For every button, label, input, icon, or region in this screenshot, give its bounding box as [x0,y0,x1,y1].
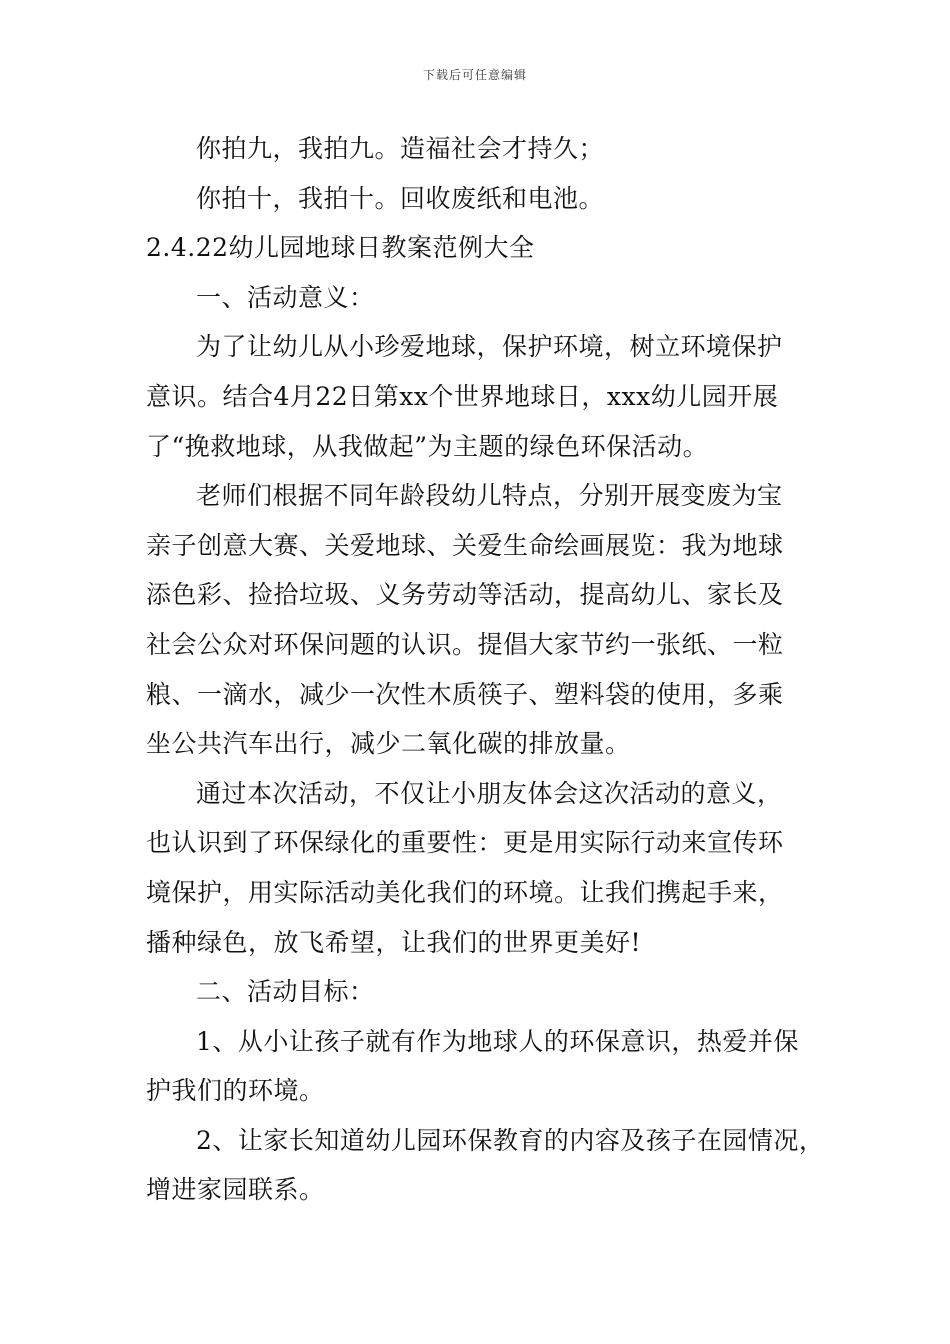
paragraph-line: 老师们根据不同年龄段幼儿特点，分别开展变废为宝 [196,481,783,511]
paragraph-line: 意识。结合4月22日第xx个世界地球日，xxx幼儿园开展 [146,381,779,411]
paragraph-line: 社会公众对环保问题的认识。提倡大家节约一张纸、一粒 [146,629,784,659]
document-body [146,124,825,1215]
paragraph-line: 了“挽救地球，从我做起”为主题的绿色环保活动。 [146,431,709,461]
list-item: 2、让家长知道幼儿园环保教育的内容及孩子在园情况， [196,1125,825,1155]
list-item: 1、从小让孩子就有作为地球人的环保意识，热爱并保 [196,1026,799,1056]
paragraph-line: 通过本次活动，不仅让小朋友体会这次活动的意义， [196,778,783,808]
section-title: 2.4.22幼儿园地球日教案范例大全 [146,233,535,263]
paragraph-line: 你拍十，我拍十。回收废纸和电池。 [196,183,605,213]
paragraph-line: 你拍九，我拍九。造福社会才持久； [196,134,605,163]
list-item-continuation: 护我们的环境。 [146,1076,325,1106]
paragraph-line: 粮、一滴水，减少一次性木质筷子、塑料袋的使用，多乘 [146,679,784,709]
page-header: 下载后可任意编辑 [422,68,527,82]
section-heading: 一、活动意义： [196,282,375,312]
paragraph-line: 为了让幼儿从小珍爱地球，保护环境，树立环境保护 [196,332,783,362]
paragraph-line: 也认识到了环保绿化的重要性：更是用实际行动来宣传环 [146,828,784,858]
paragraph-line: 坐公共汽车出行，减少二氧化碳的排放量。 [146,729,631,759]
paragraph-line: 添色彩、捡拾垃圾、义务劳动等活动，提高幼儿、家长及 [146,580,784,610]
paragraph-line: 播种绿色，放飞希望，让我们的世界更美好! [146,927,642,957]
paragraph-line: 亲子创意大赛、关爱地球、关爱生命绘画展览：我为地球 [146,530,784,560]
section-heading: 二、活动目标： [196,977,375,1007]
list-item-continuation: 增进家园联系。 [146,1175,325,1205]
paragraph-line: 境保护，用实际活动美化我们的环境。让我们携起手来， [146,877,784,907]
